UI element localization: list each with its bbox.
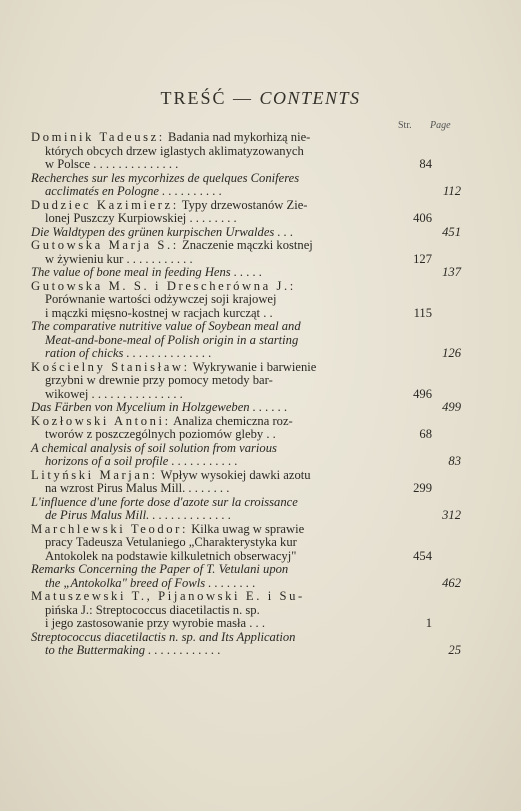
entry-text: L'influence d'une forte dose d'azote sur la croissance xyxy=(31,494,298,509)
entry-text: horizons of a soil profile xyxy=(45,454,169,468)
entry-text: Wpływ wysokiej dawki azotu xyxy=(157,467,311,482)
entry-text: Znaczenie mączki kostnej xyxy=(178,238,313,252)
dot-leader: . . . . . . . . xyxy=(205,575,256,590)
title-polish: TREŚĆ xyxy=(160,88,227,108)
toc-entry xyxy=(31,199,461,226)
dot-leader: . . . . . . . . . . . . . xyxy=(149,508,232,522)
page-number-english: 25 xyxy=(448,643,461,657)
page-number-english: 312 xyxy=(442,508,461,522)
toc-line xyxy=(31,401,461,415)
toc-line xyxy=(31,131,461,145)
toc-entry xyxy=(31,442,461,469)
dot-leader: . . . . . . . xyxy=(185,481,230,495)
author-name: Matuszewski T., Pijanowski E. i Su- xyxy=(31,589,305,603)
author-name: Gutowska Marja S.: xyxy=(31,238,179,252)
toc-line xyxy=(31,347,461,361)
entry-text: Recherches sur les mycorhizes de quelques Coniferes xyxy=(31,170,300,185)
toc-line xyxy=(31,320,461,334)
toc-entry xyxy=(31,563,461,590)
toc-line xyxy=(31,604,461,618)
dot-leader: . . . . . . . . . . . . xyxy=(145,643,221,657)
toc-line xyxy=(31,361,461,375)
toc-entry xyxy=(31,226,461,240)
toc-line xyxy=(31,145,461,159)
entry-text: A chemical analysis of soil solution from various xyxy=(31,440,277,455)
entry-text: wikowej xyxy=(45,386,89,401)
dot-leader: . . . . . xyxy=(230,265,263,279)
toc-entry xyxy=(31,280,461,321)
entry-text: w Polsce xyxy=(45,157,91,171)
column-header-page: Page xyxy=(430,120,451,131)
entry-text: The comparative nutritive value of Soybean meal and xyxy=(31,319,301,333)
page-number-polish: 454 xyxy=(413,548,432,563)
entry-text: i mączki mięsno-kostnej w racjach kurcząt xyxy=(45,305,261,320)
toc-line xyxy=(31,631,461,645)
dot-leader: . . . . . . xyxy=(249,400,288,414)
entry-text: Das Färben von Mycelium in Holzgeweben xyxy=(31,400,250,414)
toc-entry xyxy=(31,239,461,266)
entry-text: w żywieniu kur xyxy=(45,251,124,266)
toc-line xyxy=(31,293,461,307)
toc-entry xyxy=(31,590,461,631)
author-name: Dudziec Kazimierz: xyxy=(31,197,179,212)
page-number-polish: 496 xyxy=(413,386,432,401)
toc-line xyxy=(31,536,461,550)
toc-entry xyxy=(31,631,461,658)
entry-text: Streptococcus diacetilactis n. sp. and Its Application xyxy=(31,629,296,644)
toc-line xyxy=(31,280,461,294)
entry-text: Remarks Concerning the Paper of T. Vetulani upon xyxy=(31,562,289,576)
toc-entry xyxy=(31,496,461,523)
page-number-english: 112 xyxy=(443,184,461,198)
entry-text: Kilka uwag w sprawie xyxy=(188,521,305,536)
toc-line xyxy=(31,442,461,456)
page-number-polish: 115 xyxy=(413,305,432,320)
toc-line xyxy=(31,523,461,537)
page-number-polish: 299 xyxy=(413,481,432,495)
toc-line xyxy=(31,482,461,496)
toc-line xyxy=(31,239,461,253)
entry-text: lonej Puszczy Kurpiowskiej xyxy=(45,211,187,225)
toc-line xyxy=(31,469,461,483)
entry-text: the „Antokolka" breed of Fowls xyxy=(45,575,206,590)
dot-leader: . . . . . . . . . . xyxy=(159,184,222,198)
toc-line xyxy=(31,388,461,402)
entry-text: Porównanie wartości odżywczej soji krajowej xyxy=(45,292,277,306)
toc-entry xyxy=(31,320,461,361)
dot-leader: . . . . . . . . . . . xyxy=(168,454,238,468)
toc-line xyxy=(31,644,461,658)
page-number-english: 137 xyxy=(442,265,461,279)
page-number-english: 126 xyxy=(442,346,461,360)
table-of-contents xyxy=(31,131,461,658)
author-name: Gutowska M. S. i Drescherówna J.: xyxy=(31,278,296,293)
page-number-polish: 127 xyxy=(413,251,432,266)
author-name: Kościelny Stanisław: xyxy=(31,359,190,374)
toc-line xyxy=(31,590,461,604)
entry-text: i jego zastosowanie przy wyrobie masła xyxy=(45,616,247,630)
entry-text: Badania nad mykorhizą nie- xyxy=(164,130,311,144)
page-title xyxy=(0,88,521,109)
toc-line xyxy=(31,509,461,523)
toc-entry xyxy=(31,266,461,280)
toc-line xyxy=(31,577,461,591)
toc-entry xyxy=(31,172,461,199)
toc-line xyxy=(31,550,461,564)
entry-text: Typy drzewostanów Zie- xyxy=(178,197,308,212)
dot-leader: . . . . . . . . . . . xyxy=(123,251,193,266)
toc-line xyxy=(31,226,461,240)
toc-line xyxy=(31,617,461,631)
author-name: Kozłowski Antoni: xyxy=(31,413,171,428)
entry-text: Analiza chemiczna roz- xyxy=(170,413,293,428)
toc-line xyxy=(31,307,461,321)
author-name: Marchlewski Teodor: xyxy=(31,521,189,536)
entry-text: pińska J.: Streptococcus diacetilactis n. sp. xyxy=(45,602,260,617)
toc-line xyxy=(31,455,461,469)
dot-leader: . . xyxy=(263,427,276,441)
page-number-polish: 1 xyxy=(425,616,432,630)
entry-text: grzybni w drewnie przy pomocy metody bar- xyxy=(45,373,273,387)
toc-line xyxy=(31,172,461,186)
toc-entry xyxy=(31,523,461,564)
entry-text: Meat-and-bone-meal of Polish origin in a starting xyxy=(45,332,299,347)
toc-entry xyxy=(31,415,461,442)
toc-line xyxy=(31,334,461,348)
toc-line xyxy=(31,563,461,577)
entry-text: ration of chicks xyxy=(45,346,124,360)
dot-leader: . . . xyxy=(274,224,294,239)
page-number-english: 499 xyxy=(442,400,461,414)
author-name: Dominik Tadeusz: xyxy=(31,130,165,144)
toc-line xyxy=(31,428,461,442)
entry-text: Wykrywanie i barwienie xyxy=(189,359,317,374)
title-separator: — xyxy=(232,88,253,108)
page-number-polish: 406 xyxy=(413,211,432,225)
dot-leader: . . . . . . . . xyxy=(186,211,237,225)
page-number-english: 83 xyxy=(448,454,461,468)
author-name: Lityński Marjan: xyxy=(31,467,158,482)
toc-entry xyxy=(31,361,461,402)
entry-text: na wzrost Pirus Malus Mill. xyxy=(45,481,186,495)
entry-text: których obcych drzew iglastych aklimatyzowanych xyxy=(45,143,304,158)
toc-line xyxy=(31,415,461,429)
page-number-polish: 68 xyxy=(419,427,432,441)
entry-text: The value of bone meal in feeding Hens xyxy=(31,265,231,279)
page-number-polish: 84 xyxy=(419,157,432,171)
toc-line xyxy=(31,212,461,226)
toc-line xyxy=(31,374,461,388)
entry-text: pracy Tadeusza Vetulaniego „Charakterystyka kur xyxy=(45,535,297,549)
dot-leader: . . . . . . . . . . . . . . xyxy=(123,346,212,360)
toc-entry xyxy=(31,131,461,172)
entry-text: acclimatés en Pologne xyxy=(45,184,160,198)
entry-text: Die Waldtypen des grünen kurpischen Urwaldes xyxy=(31,224,275,239)
entry-text: de Pirus Malus Mill. xyxy=(45,508,150,522)
dot-leader: . . . xyxy=(246,616,265,630)
entry-text: tworów z poszczególnych poziomów gleby xyxy=(45,427,264,441)
entry-text: to the Buttermaking xyxy=(45,643,146,657)
dot-leader: . . xyxy=(260,305,273,320)
title-english: CONTENTS xyxy=(259,88,361,108)
column-header-str: Str. xyxy=(398,120,412,131)
toc-entry xyxy=(31,469,461,496)
toc-entry xyxy=(31,401,461,415)
dot-leader: . . . . . . . . . . . . . . xyxy=(90,157,179,171)
entry-text: Antokolek na podstawie kilkuletnich obserwacyj" xyxy=(45,548,297,563)
page-number-english: 451 xyxy=(442,224,461,239)
toc-line xyxy=(31,199,461,213)
toc-line xyxy=(31,158,461,172)
toc-line xyxy=(31,266,461,280)
dot-leader: . . . . . . . . . . . . . . . xyxy=(88,386,183,401)
toc-line xyxy=(31,185,461,199)
page-number-english: 462 xyxy=(442,575,461,590)
toc-line xyxy=(31,253,461,267)
toc-line xyxy=(31,496,461,510)
